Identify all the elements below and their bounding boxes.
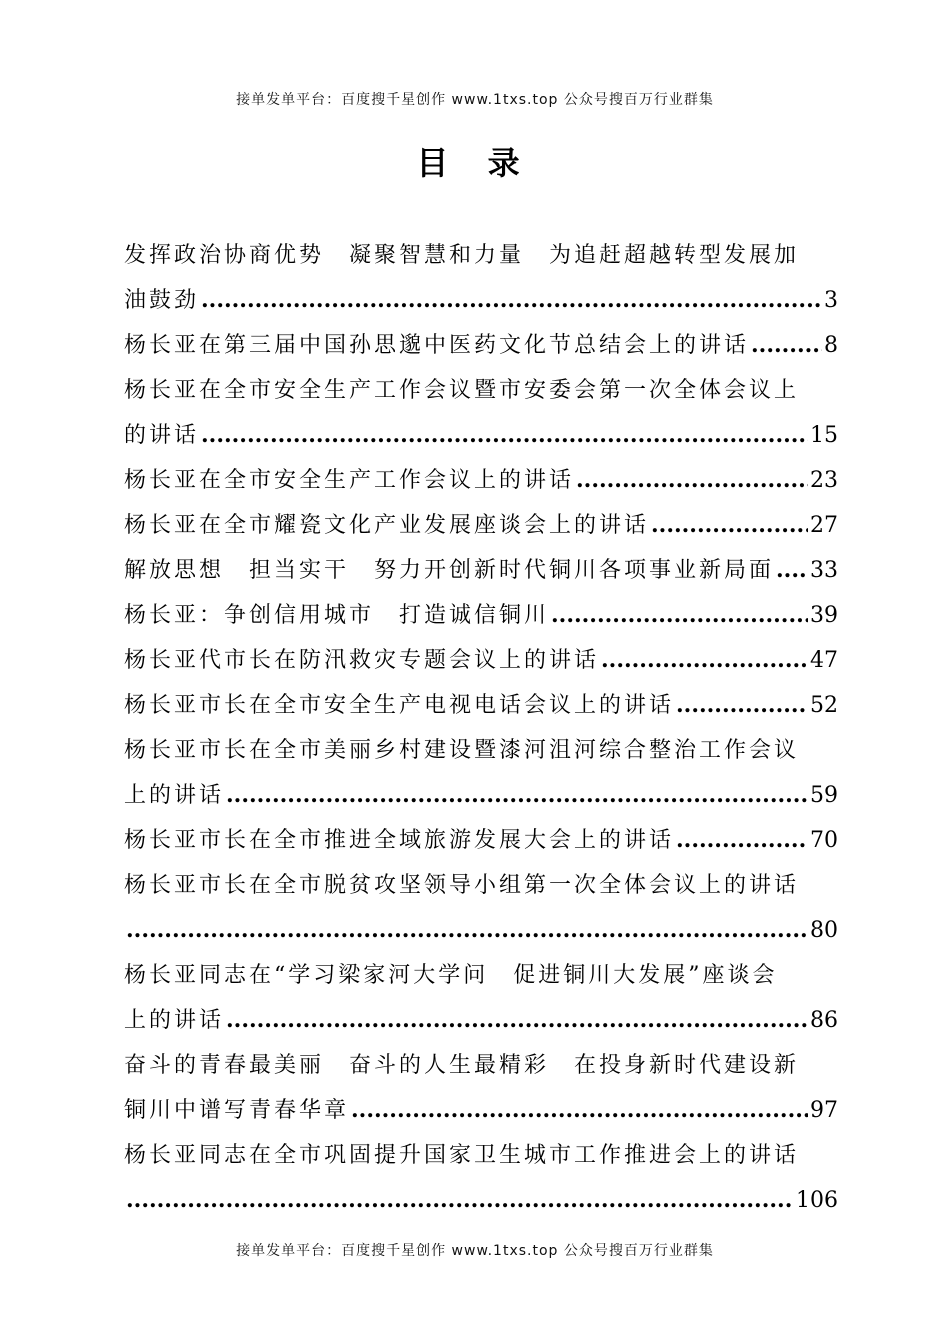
dot-leader [126,908,808,953]
dot-leader [676,683,808,728]
dot-leader [126,1178,794,1223]
toc-entry[interactable] [124,863,838,953]
toc-entry-title: 杨长亚在全市安全生产工作会议上的讲话 [124,468,575,493]
toc-entry-title-line: 杨长亚市长在全市美丽乡村建设暨漆河沮河综合整治工作会议 [124,738,800,763]
toc-entry-title-line: 杨长亚市长在全市脱贫攻坚领导小组第一次全体会议上的讲话 [124,873,800,898]
toc-page-number: 106 [796,1188,838,1213]
toc-entry[interactable] [124,503,838,548]
dot-leader [751,323,822,368]
table-of-contents [124,233,838,1223]
toc-entry[interactable] [124,548,838,593]
toc-page-number: 8 [824,333,838,358]
toc-entry[interactable] [124,233,838,323]
toc-page-number: 23 [810,468,838,493]
toc-entry-title: 解放思想 担当实干 努力开创新时代铜川各项事业新局面 [124,558,775,583]
toc-entry-title: 杨长亚市长在全市推进全域旅游发展大会上的讲话 [124,828,675,853]
toc-page-number: 33 [810,558,838,583]
toc-entry-title-line: 奋斗的青春最美丽 奋斗的人生最精彩 在投身新时代建设新 [124,1053,800,1078]
page-header: 接单发单平台：百度搜千星创作 www.1txs.top 公众号搜百万行业群集 [236,92,714,108]
toc-entry[interactable] [124,953,838,1043]
toc-entry-title: 杨长亚：争创信用城市 打造诚信铜川 [124,603,550,628]
toc-page-number: 27 [810,513,838,538]
toc-page-number: 80 [810,918,838,943]
toc-page-number: 47 [810,648,838,673]
toc-entry-title-line: 杨长亚同志在全市巩固提升国家卫生城市工作推进会上的讲话 [124,1143,800,1168]
toc-entry[interactable] [124,458,838,503]
toc-page-number: 39 [810,603,838,628]
toc-entry[interactable] [124,818,838,863]
toc-entry-title: 的讲话 [124,423,200,448]
dot-leader [776,548,808,593]
toc-page-number: 70 [810,828,838,853]
dot-leader [576,458,808,503]
toc-entry-title: 油鼓劲 [124,288,200,313]
toc-entry[interactable] [124,1133,838,1223]
toc-entry[interactable] [124,728,838,818]
toc-entry-title: 杨长亚市长在全市安全生产电视电话会议上的讲话 [124,693,675,718]
toc-page-number: 3 [824,288,838,313]
dot-leader [601,638,808,683]
dot-leader [651,503,808,548]
toc-page-number: 86 [810,1008,838,1033]
toc-entry[interactable] [124,638,838,683]
toc-entry-title-line: 发挥政治协商优势 凝聚智慧和力量 为追赶超越转型发展加 [124,243,800,268]
toc-page-number: 15 [810,423,838,448]
toc-entry-title-line: 杨长亚在全市安全生产工作会议暨市安委会第一次全体会议上 [124,378,800,403]
dot-leader [201,413,808,458]
toc-entry[interactable] [124,593,838,638]
toc-entry-title: 上的讲话 [124,1008,225,1033]
toc-entry-title: 铜川中谱写青春华章 [124,1098,350,1123]
toc-entry-title-line: 杨长亚同志在“学习梁家河大学问 促进铜川大发展”座谈会 [124,963,778,988]
toc-page-number: 97 [810,1098,838,1123]
toc-entry-title: 上的讲话 [124,783,225,808]
page-title: 目 录 [416,144,534,182]
toc-entry[interactable] [124,1043,838,1133]
toc-entry-title: 杨长亚在全市耀瓷文化产业发展座谈会上的讲话 [124,513,650,538]
toc-entry[interactable] [124,323,838,368]
dot-leader [551,593,808,638]
dot-leader [226,998,808,1043]
toc-page-number: 59 [810,783,838,808]
dot-leader [676,818,808,863]
toc-entry[interactable] [124,683,838,728]
dot-leader [201,278,822,323]
dot-leader [226,773,808,818]
page-footer: 接单发单平台：百度搜千星创作 www.1txs.top 公众号搜百万行业群集 [236,1243,714,1259]
toc-page-number: 52 [810,693,838,718]
toc-entry-title: 杨长亚在第三届中国孙思邈中医药文化节总结会上的讲话 [124,333,750,358]
toc-entry-title: 杨长亚代市长在防汛救灾专题会议上的讲话 [124,648,600,673]
dot-leader [351,1088,808,1133]
toc-entry[interactable] [124,368,838,458]
